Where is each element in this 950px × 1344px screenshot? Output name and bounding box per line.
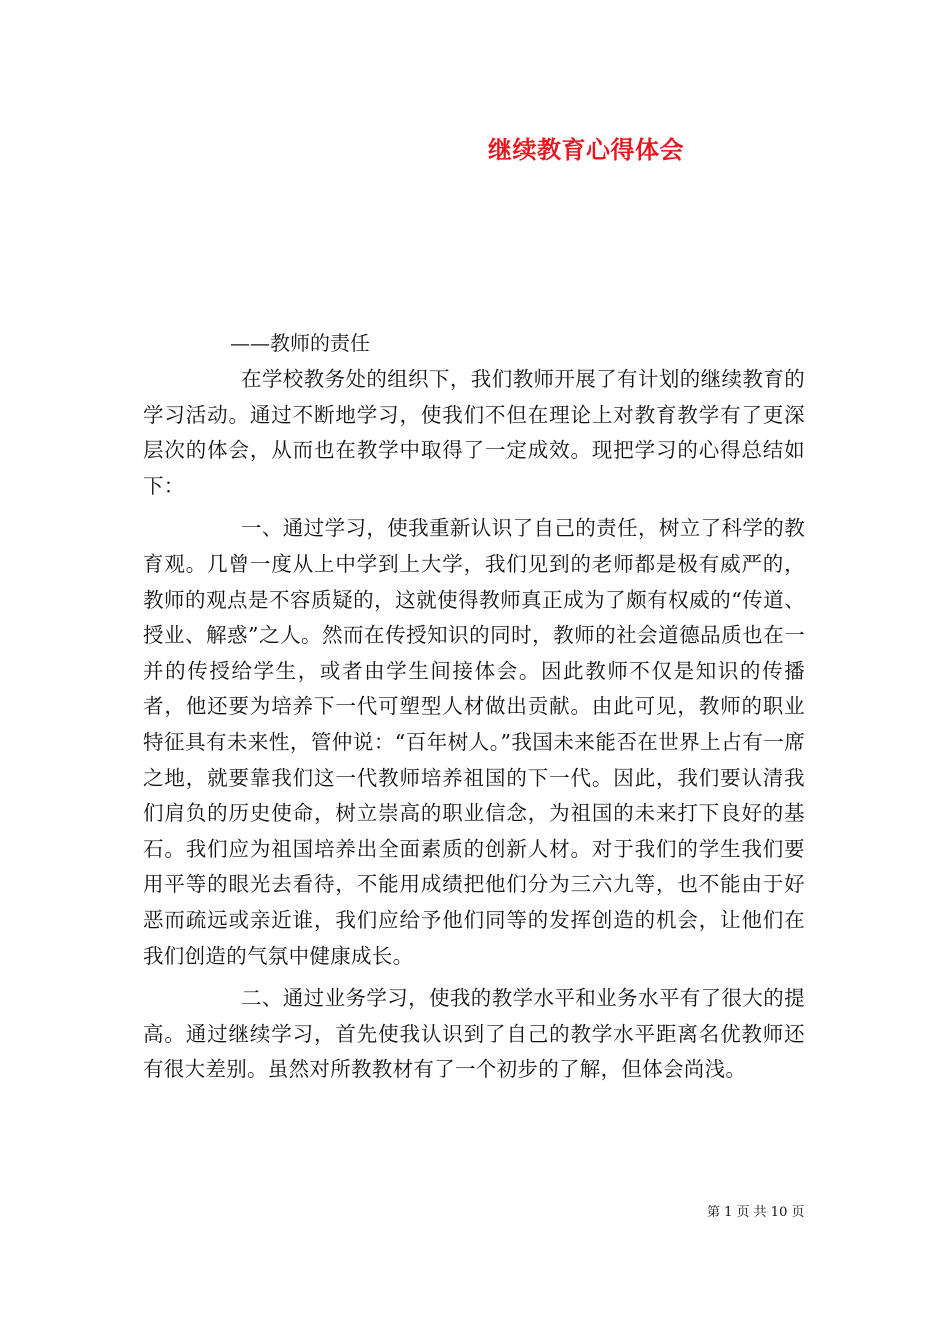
document-subtitle: ——教师的责任 [230, 331, 370, 355]
page-number-footer: 第 1 页 共 10 页 [707, 1205, 805, 1220]
paragraph-section-one: 一、通过学习，使我重新认识了自己的责任，树立了科学的教育观。几曾一度从上中学到上大学，我们见到的老师都是极有威严的，教师的观点是不容质疑的，这就使得教师真正成为了颇有权威的“传道、授业、解惑”之人。然而在传授知识的同时，教师的社会道德品质也在一并的传授给学生，或者由学生间接体会。因此教师不仅是知识的传播者，他还要为培养下一代可塑型人材做出贡献。由此可见，教师的职业特征具有未来性，管仲说：“百年树人。”我国未来能否在世界上占有一席之地，就要靠我们这一代教师培养祖国的下一代。因此，我们要认清我们肩负的历史使命，树立崇高的职业信念，为祖国的未来打下良好的基石。我们应为祖国培养出全面素质的创新人材。对于我们的学生我们要用平等的眼光去看待，不能用成绩把他们分为三六九等，也不能由于好恶而疏远或亲近谁，我们应给予他们同等的发挥创造的机会，让他们在我们创造的气氛中健康成长。 [143, 516, 805, 968]
paragraph-section-two: 二、通过业务学习，使我的教学水平和业务水平有了很大的提高。通过继续学习，首先使我认识到了自己的教学水平距离名优教师还有很大差别。虽然对所教教材有了一个初步的了解，但体会尚浅。 [143, 986, 805, 1082]
document-body [143, 362, 805, 1088]
paragraph-intro: 在学校教务处的组织下，我们教师开展了有计划的继续教育的学习活动。通过不断地学习，使我们不但在理论上对教育教学有了更深层次的体会，从而也在教学中取得了一定成效。现把学习的心得总结如下： [143, 367, 805, 498]
document-title: 继续教育心得体会 [488, 135, 684, 164]
